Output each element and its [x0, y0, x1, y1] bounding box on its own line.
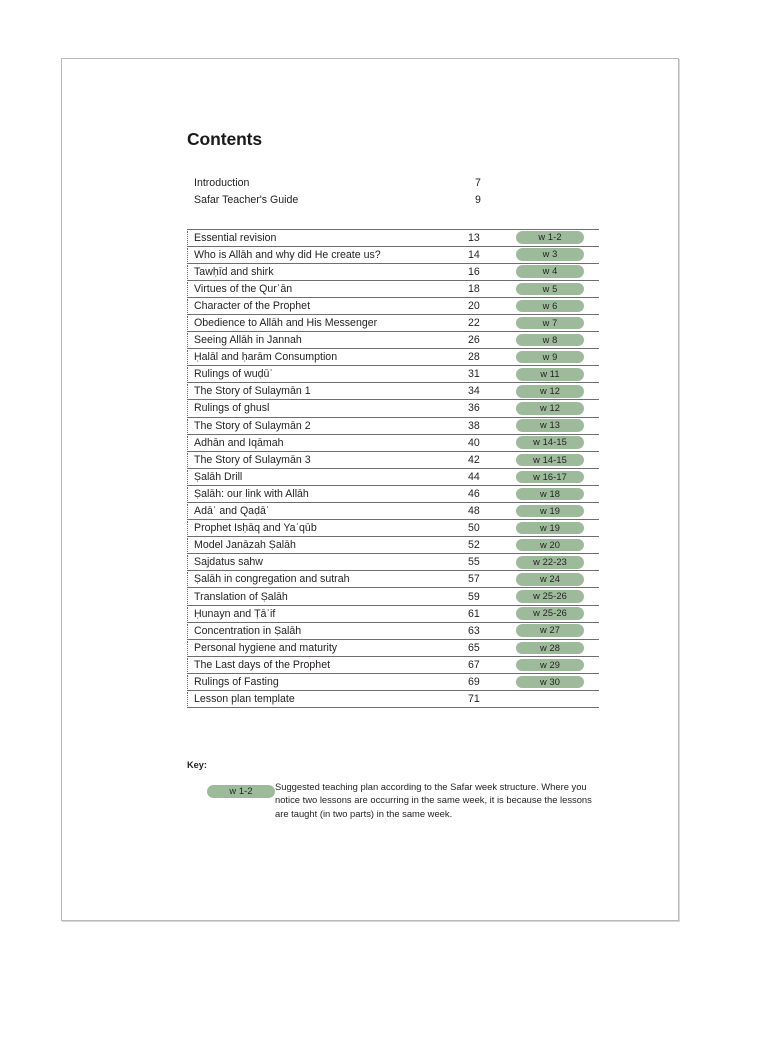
- toc-entry-week-cell: [516, 402, 599, 415]
- toc-entry-title: Ṣalāh: our link with Allāh: [194, 487, 309, 500]
- toc-entry-week-cell: [516, 385, 599, 398]
- table-row[interactable]: [187, 366, 599, 383]
- table-row[interactable]: [187, 520, 599, 537]
- week-badge: [516, 693, 584, 706]
- toc-entry-title: Ḥunayn and Ṭāʾif: [194, 607, 276, 620]
- week-badge: w 28: [516, 642, 584, 655]
- table-row[interactable]: [187, 383, 599, 400]
- toc-entry-page-number: 26: [468, 334, 480, 347]
- toc-entry-week-cell: [516, 351, 599, 364]
- toc-entry-page-number: 28: [468, 351, 480, 364]
- week-badge: w 4: [516, 265, 584, 278]
- toc-entry-title: Ḥalāl and ḥarām Consumption: [194, 351, 338, 364]
- week-badge: w 30: [516, 676, 584, 689]
- table-row[interactable]: [187, 537, 599, 554]
- toc-entry-week-cell: [516, 436, 599, 449]
- toc-entry-page-number: 36: [468, 402, 480, 415]
- week-badge: w 29: [516, 659, 584, 672]
- week-badge: w 18: [516, 488, 584, 501]
- toc-entry-page-number: 52: [468, 539, 480, 552]
- toc-entry-page-number: 55: [468, 556, 480, 569]
- key-row: [187, 780, 612, 820]
- toc-entry-week-cell: [516, 590, 599, 603]
- toc-entry-title: Obedience to Allāh and His Messenger: [194, 317, 378, 330]
- key-description: Suggested teaching plan according to the Safar week structure. Where you notice two lessons are occurring in the same week, it is because the lessons are taught (in two parts) in the same week.: [275, 781, 592, 819]
- week-badge: w 9: [516, 351, 584, 364]
- toc-entry-week-cell: [516, 454, 599, 467]
- toc-entry-week-cell: [516, 334, 599, 347]
- toc-entry-week-cell: [516, 471, 599, 484]
- table-of-contents-table: [187, 229, 599, 709]
- toc-entry-page-number: 18: [468, 282, 480, 295]
- frontmatter-page-number: 9: [475, 193, 481, 206]
- table-row[interactable]: [187, 588, 599, 605]
- table-row[interactable]: [187, 469, 599, 486]
- toc-entry-week-cell: [516, 368, 599, 381]
- toc-entry-title: Ṣalāh Drill: [194, 470, 243, 483]
- toc-entry-week-cell: [516, 539, 599, 552]
- frontmatter-row[interactable]: [194, 175, 612, 192]
- table-row[interactable]: [187, 400, 599, 417]
- toc-entry-week-cell: [516, 300, 599, 313]
- week-badge: w 7: [516, 317, 584, 330]
- toc-entry-title: Concentration in Ṣalāh: [194, 624, 302, 637]
- toc-entry-week-cell: [516, 265, 599, 278]
- key-badge-cell: [187, 780, 275, 799]
- toc-entry-title: The Story of Sulaymān 3: [194, 453, 311, 466]
- toc-entry-title: Lesson plan template: [194, 693, 295, 706]
- week-badge: w 11: [516, 368, 584, 381]
- table-row[interactable]: [187, 674, 599, 691]
- toc-entry-week-cell: [516, 607, 599, 620]
- toc-entry-week-cell: [516, 659, 599, 672]
- table-row[interactable]: [187, 332, 599, 349]
- toc-entry-page-number: 69: [468, 675, 480, 688]
- week-badge: w 22-23: [516, 556, 584, 569]
- week-badge: w 5: [516, 283, 584, 296]
- table-row[interactable]: [187, 554, 599, 571]
- toc-entry-week-cell: [516, 505, 599, 518]
- toc-entry-week-cell: [516, 676, 599, 689]
- table-row[interactable]: [187, 606, 599, 623]
- week-badge: w 16-17: [516, 471, 584, 484]
- week-badge: w 19: [516, 522, 584, 535]
- week-badge: w 6: [516, 300, 584, 313]
- toc-entry-page-number: 59: [468, 590, 480, 603]
- toc-entry-week-cell: [516, 642, 599, 655]
- table-row[interactable]: [187, 435, 599, 452]
- table-row[interactable]: [187, 503, 599, 520]
- table-row[interactable]: [187, 298, 599, 315]
- toc-entry-title: The Last days of the Prophet: [194, 658, 331, 671]
- toc-entry-week-cell: [516, 283, 599, 296]
- week-badge: w 3: [516, 248, 584, 261]
- toc-entry-title: Personal hygiene and maturity: [194, 641, 338, 654]
- week-badge: w 12: [516, 402, 584, 415]
- document-page: [61, 58, 679, 921]
- toc-entry-week-cell: [516, 317, 599, 330]
- toc-entry-page-number: 20: [468, 299, 480, 312]
- key-section: [187, 760, 612, 820]
- toc-entry-week-cell: [516, 248, 599, 261]
- week-badge: w 12: [516, 385, 584, 398]
- toc-entry-week-cell: [516, 231, 599, 244]
- week-badge: w 20: [516, 539, 584, 552]
- week-badge: w 25-26: [516, 590, 584, 603]
- toc-entry-page-number: 22: [468, 317, 480, 330]
- toc-entry-title: Ṣalāh in congregation and sutrah: [194, 573, 350, 586]
- week-badge: w 14-15: [516, 454, 584, 467]
- week-badge: w 19: [516, 505, 584, 518]
- toc-entry-week-cell: [516, 488, 599, 501]
- toc-entry-title: Virtues of the Qurʾān: [194, 282, 293, 295]
- week-badge: w 25-26: [516, 607, 584, 620]
- toc-entry-page-number: 57: [468, 573, 480, 586]
- toc-entry-page-number: 46: [468, 487, 480, 500]
- toc-entry-page-number: 63: [468, 624, 480, 637]
- toc-entry-title: Character of the Prophet: [194, 299, 311, 312]
- toc-entry-page-number: 16: [468, 265, 480, 278]
- table-row[interactable]: [187, 315, 599, 332]
- toc-entry-title: Prophet Isḥāq and Yaʿqūb: [194, 522, 317, 535]
- table-row[interactable]: [187, 349, 599, 366]
- toc-entry-week-cell: [516, 693, 599, 706]
- toc-entry-page-number: 50: [468, 522, 480, 535]
- toc-entry-title: Tawḥīd and shirk: [194, 265, 274, 278]
- toc-entry-title: Model Janāzah Ṣalāh: [194, 539, 296, 552]
- frontmatter-list: [187, 175, 612, 209]
- week-badge: w 1-2: [207, 785, 275, 798]
- toc-entry-title: Rulings of wuḍūʾ: [194, 368, 273, 381]
- toc-entry-week-cell: [516, 419, 599, 432]
- toc-entry-page-number: 34: [468, 385, 480, 398]
- toc-entry-title: The Story of Sulaymān 1: [194, 385, 311, 398]
- frontmatter-label: Safar Teacher's Guide: [194, 193, 299, 206]
- toc-entry-title: Rulings of ghusl: [194, 402, 270, 415]
- page-title: Contents: [187, 129, 263, 149]
- frontmatter-row[interactable]: [194, 192, 612, 209]
- key-heading: Key:: [187, 760, 207, 771]
- week-badge: w 8: [516, 334, 584, 347]
- toc-entry-week-cell: [516, 624, 599, 637]
- page-content: [187, 131, 612, 820]
- frontmatter-page-number: 7: [475, 176, 481, 189]
- toc-entry-title: Sajdatus sahw: [194, 556, 263, 569]
- toc-entry-week-cell: [516, 556, 599, 569]
- week-badge: w 1-2: [516, 231, 584, 244]
- toc-entry-title: Rulings of Fasting: [194, 675, 279, 688]
- toc-entry-page-number: 31: [468, 368, 480, 381]
- toc-entry-title: Who is Allāh and why did He create us?: [194, 248, 381, 261]
- toc-entry-page-number: 44: [468, 470, 480, 483]
- toc-entry-week-cell: [516, 573, 599, 586]
- toc-entry-page-number: 40: [468, 436, 480, 449]
- toc-entry-title: Translation of Ṣalāh: [194, 590, 288, 603]
- table-row[interactable]: [187, 486, 599, 503]
- table-row[interactable]: [187, 657, 599, 674]
- toc-entry-title: Adāʾ and Qaḍāʾ: [194, 505, 270, 518]
- toc-entry-page-number: 38: [468, 419, 480, 432]
- toc-entry-page-number: 61: [468, 607, 480, 620]
- toc-entry-page-number: 13: [468, 231, 480, 244]
- toc-entry-page-number: 42: [468, 453, 480, 466]
- toc-entry-page-number: 71: [468, 693, 480, 706]
- table-row[interactable]: [187, 623, 599, 640]
- week-badge: w 14-15: [516, 436, 584, 449]
- table-row[interactable]: [187, 452, 599, 469]
- table-row[interactable]: [187, 264, 599, 281]
- table-row[interactable]: [187, 247, 599, 264]
- toc-entry-page-number: 14: [468, 248, 480, 261]
- table-row[interactable]: [187, 640, 599, 657]
- toc-entry-page-number: 67: [468, 658, 480, 671]
- toc-entry-title: Essential revision: [194, 231, 277, 244]
- table-row[interactable]: [187, 230, 599, 247]
- toc-entry-title: Adhān and Iqāmah: [194, 436, 284, 449]
- frontmatter-label: Introduction: [194, 176, 250, 189]
- toc-entry-week-cell: [516, 522, 599, 535]
- table-row[interactable]: [187, 418, 599, 435]
- toc-entry-page-number: 48: [468, 505, 480, 518]
- week-badge: w 13: [516, 419, 584, 432]
- table-row[interactable]: [187, 571, 599, 588]
- toc-entry-page-number: 65: [468, 641, 480, 654]
- table-row[interactable]: [187, 281, 599, 298]
- week-badge: w 24: [516, 573, 584, 586]
- week-badge: w 27: [516, 624, 584, 637]
- toc-entry-title: Seeing Allāh in Jannah: [194, 334, 302, 347]
- toc-entry-title: The Story of Sulaymān 2: [194, 419, 311, 432]
- table-row[interactable]: [187, 691, 599, 708]
